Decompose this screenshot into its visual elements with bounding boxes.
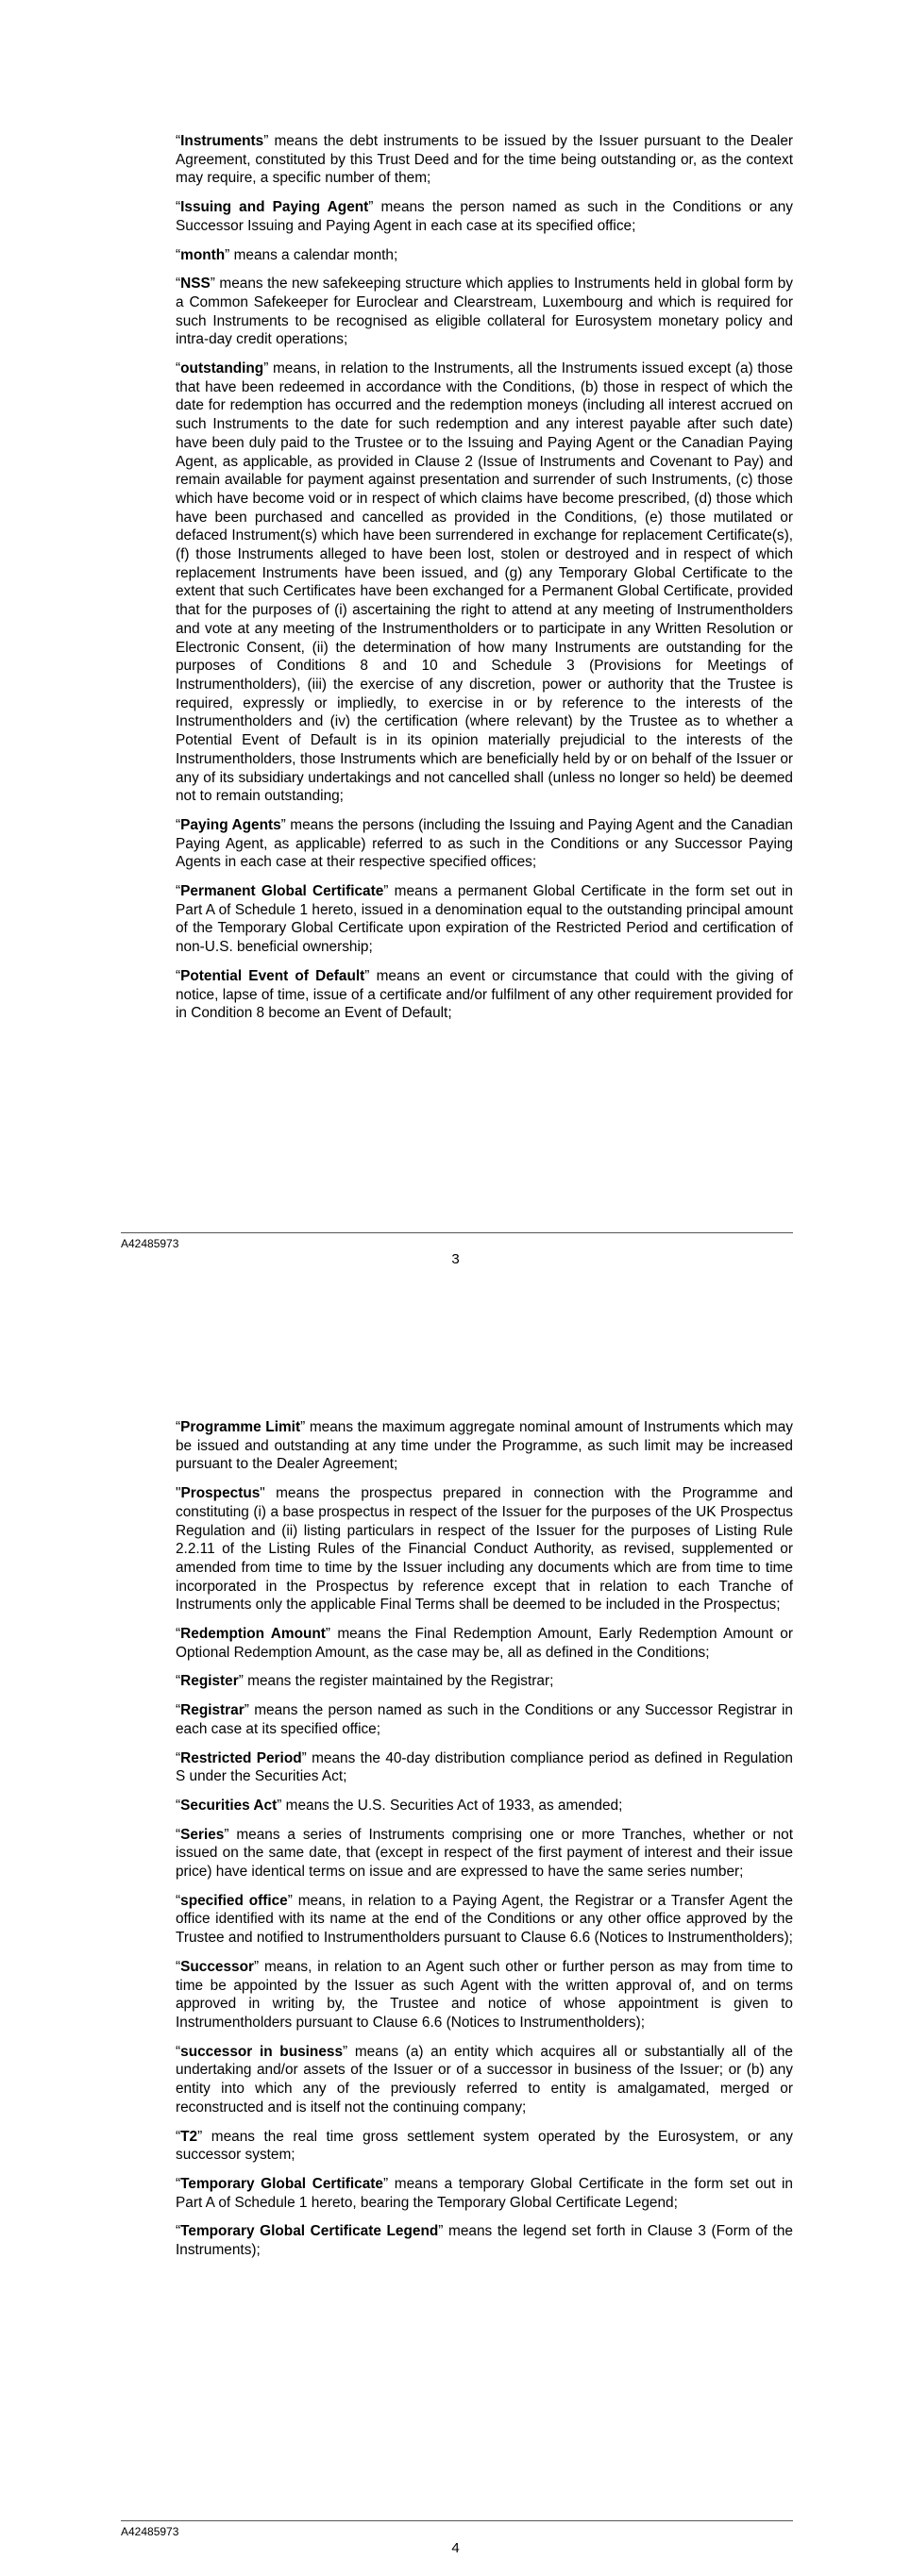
definition: “Registrar” means the person named as such in the Conditions or any Successor Registrar in each case at its specified office; xyxy=(176,1702,793,1737)
definition: “Redemption Amount” means the Final Redemption Amount, Early Redemption Amount or Optional Redemption Amount, as the case may be, all as defined in the Conditions; xyxy=(176,1626,793,1661)
definition: “Securities Act” means the U.S. Securities Act of 1933, as amended; xyxy=(176,1797,623,1814)
definition-text: means, in relation to an Agent such other or further person as may from time to time be appointed by the Issuer as such Agent with the written approval of, and on terms approved in writing by, the Trustee and notice of whose appointment is given to Instrumentholders pursuant to Clause 6.6 (Notices to Instrumentholders); xyxy=(176,1958,793,2031)
definition: “T2” means the real time gross settlement system operated by the Eurosystem, or any successor system; xyxy=(176,2128,793,2164)
definition: “Temporary Global Certificate” means a temporary Global Certificate in the form set out in Part A of Schedule 1 hereto, bearing the Temporary Global Certificate Legend; xyxy=(176,2175,793,2211)
defined-term: outstanding xyxy=(180,360,264,377)
defined-term: Restricted Period xyxy=(180,1749,302,1766)
definition-text: means the legend set forth in Clause 3 (Form of the Instruments); xyxy=(176,2223,793,2259)
definition: “Programme Limit” means the maximum aggregate nominal amount of Instruments which may be issued and outstanding at any time under the Programme, as such limit may be increased pursuant to the Dealer Agreement; xyxy=(176,1419,793,1473)
definition: “specified office” means, in relation to a Paying Agent, the Registrar or a Transfer Agent the office identified with its name at the end of the Conditions or any other office approved by the Trustee and notified to Instrumentholders pursuant to Clause 6.6 (Notices to Instrumentholders); xyxy=(176,1892,793,1947)
page-number: 4 xyxy=(451,2540,460,2556)
definition: “outstanding” means, in relation to the Instruments, all the Instruments issued except (a) those that have been redeemed in accordance with the Conditions, (b) those in respect of which the date for redemption has occurred and the redemption moneys (including all interest accrued on such Instruments to the date for such redemption and any interest payable after such date) have been duly paid to the Trustee or to the Issuing and Paying Agent or the Canadian Paying Agent, as applicable, as provided in Clause 2 (Issue of Instruments and Covenant to Pay) and remain available for payment against presentation and surrender of such Instruments, (c) those which have become void or in respect of which claims have become prescribed, (d) those which have been purchased and cancelled as provided in the Conditions, (e) those mutilated or defaced Instrument(s) which have been surrendered in exchange for replacement Certificate(s), (f) those Instruments alleged to have been lost, stolen or destroyed and in respect of which replacement Instruments have been issued, and (g) any Temporary Global Certificate to the extent that such Certificates have been exchanged for a Permanent Global Certificate, provided that for the purposes of (i) ascertaining the right to attend at any meeting of Instrumentholders and vote at any meeting of the Instrumentholders or to participate in any Written Resolution or Electronic Consent, (ii) the determination of how many Instruments are outstanding for the purposes of Conditions 8 and 10 and Schedule 3 (Provisions for Meetings of Instrumentholders), (iii) the exercise of any discretion, power or authority that the Trustee is required, expressly or impliedly, to exercise in or by reference to the interests of the Instrumentholders and (iv) the certification (where relevant) by the Trustee as to whether a Potential Event of Default is in its opinion materially prejudicial to the interests of the Instrumentholders, those Instruments which are beneficially held by or on behalf of the Issuer or any of its subsidiary undertakings and not cancelled shall (unless no longer so held) be deemed not to remain outstanding; xyxy=(176,360,793,805)
defined-term: Register xyxy=(180,1673,239,1690)
definition: “Successor” means, in relation to an Agent such other or further person as may from time to time be appointed by the Issuer as such Agent with the written approval of, and on terms approved in writing by, the Trustee and notice of whose appointment is given to Instrumentholders pursuant to Clause 6.6 (Notices to Instrumentholders); xyxy=(176,1958,793,2031)
document-page-4 xyxy=(0,1288,911,2576)
definition: "Prospectus" means the prospectus prepared in connection with the Programme and constituting (i) a base prospectus in respect of the Issuer for the purposes of the UK Prospectus Regulation and (ii) listing particulars in respect of the Issuer for the purposes of Listing Rule 2.2.11 of the Listing Rules of the Financial Conduct Authority, as revised, supplemented or amended from time to time by the Issuer including any documents which are from time to time incorporated in the Prospectus by reference except that in relation to each Tranche of Instruments only the applicable Final Terms shall be deemed to be included in the Prospectus; xyxy=(176,1485,793,1614)
definition: “Restricted Period” means the 40-day distribution compliance period as defined in Regulation S under the Securities Act; xyxy=(176,1749,793,1785)
definition: “Register” means the register maintained by the Registrar; xyxy=(176,1673,554,1690)
definition-text: means the person named as such in the Conditions or any Successor Registrar in each case at its specified office; xyxy=(176,1702,793,1737)
defined-term: Paying Agents xyxy=(180,816,281,833)
definition-text: means, in relation to a Paying Agent, the Registrar or a Transfer Agent the office identified with its name at the end of the Conditions or any other office approved by the Trustee and notified to Instrumentholders pursuant to Clause 6.6 (Notices to Instrumentholders); xyxy=(176,1892,793,1947)
defined-term: Temporary Global Certificate Legend xyxy=(180,2223,439,2240)
definition: “Temporary Global Certificate Legend” means the legend set forth in Clause 3 (Form of the Instruments); xyxy=(176,2223,793,2259)
definition-text: means the U.S. Securities Act of 1933, as amended; xyxy=(281,1797,623,1814)
definition: “successor in business” means (a) an entity which acquires all or substantially all of the undertaking and/or assets of the Issuer or of a successor in business of the Issuer; or (b) any entity into which any of the previously referred to entity is amalgamated, merged or reconstructed and is itself not the continuing company; xyxy=(176,2043,793,2116)
defined-term: T2 xyxy=(180,2128,198,2145)
definition: “Series” means a series of Instruments comprising one or more Tranches, whether or not issued on the same date, that (except in respect of the first payment of interest and their issue price) have identical terms on issue and are expressed to have the same series number; xyxy=(176,1826,793,1881)
definition: “month” means a calendar month; xyxy=(176,246,398,263)
defined-term: Programme Limit xyxy=(180,1419,301,1435)
defined-term: Redemption Amount xyxy=(180,1626,326,1643)
footer-divider xyxy=(121,2520,793,2521)
definition-text: means the new safekeeping structure which applies to Instruments held in global form by a Common Safekeeper for Euroclear and Clearstream, Luxembourg and which is required for such Instruments to be recognised as eligible collateral for Eurosystem monetary policy and intra-day credit operations; xyxy=(176,276,793,348)
defined-term: Prospectus xyxy=(180,1485,261,1502)
definition-text: means a series of Instruments comprising one or more Tranches, whether or not issued on the same date, that (except in respect of the first payment of interest and their issue price) have identical terms on issue and are expressed to have the same series number; xyxy=(176,1826,793,1881)
defined-term: specified office xyxy=(180,1892,288,1909)
definition-text: means the Final Redemption Amount, Early Redemption Amount or Optional Redemption Amount, as the case may be, all as defined in the Conditions; xyxy=(176,1626,793,1661)
definition-text: means a temporary Global Certificate in the form set out in Part A of Schedule 1 hereto, bearing the Temporary Global Certificate Legend; xyxy=(176,2175,793,2211)
definitions-list xyxy=(176,1418,793,2270)
defined-term: Series xyxy=(180,1826,225,1843)
definition-text: means the register maintained by the Registrar; xyxy=(243,1673,554,1690)
definition-text: means an event or circumstance that could with the giving of notice, lapse of time, issue of a certificate and/or fulfilment of any other requirement provided for in Condition 8 become an Event of Default; xyxy=(176,967,794,1022)
definition: “Instruments” means the debt instruments to be issued by the Issuer pursuant to the Dealer Agreement, constituted by this Trust Deed and for the time being outstanding or, as the context may require, a specific number of them; xyxy=(176,133,793,187)
definition-text: means the maximum aggregate nominal amount of Instruments which may be issued and outstanding at any time under the Programme, as such limit may be increased pursuant to the Dealer Agreement; xyxy=(176,1419,793,1473)
document-reference: A42485973 xyxy=(121,2525,179,2538)
defined-term: Successor xyxy=(180,1958,254,1975)
definitions-list xyxy=(176,132,793,1033)
defined-term: Permanent Global Certificate xyxy=(180,883,384,900)
defined-term: month xyxy=(180,246,226,263)
footer-divider xyxy=(121,1232,793,1233)
definition-text: means the 40-day distribution compliance period as defined in Regulation S under the Securities Act; xyxy=(176,1749,793,1785)
defined-term: NSS xyxy=(180,276,211,293)
defined-term: Securities Act xyxy=(180,1797,278,1814)
definition-text: means, in relation to the Instruments, all the Instruments issued except (a) those that have been redeemed in accordance with the Conditions, (b) those in respect of which the date for redemption has occurred and the redemption moneys (including all interest accrued on such Instruments to the date for such redemption and any interest payable after such date) have been duly paid to the Trustee or to the Issuing and Paying Agent or the Canadian Paying Agent, as applicable, as provided in Clause 2 (Issue of Instruments and Covenant to Pay) and remain available for payment against presentation and surrender of such Instruments, (c) those which have become void or in respect of which claims have become prescribed, (d) those which have been purchased and cancelled as provided in the Conditions, (e) those mutilated or defaced Instrument(s) which have been surrendered in exchange for replacement Certificate(s), (f) those Instruments alleged to have been lost, stolen or destroyed and in respect of which replacement Instruments have been issued, and (g) any Temporary Global Certificate to the extent that such Certificates have been exchanged for a Permanent Global Certificate, provided that for the purposes of (i) ascertaining the right to attend at any meeting of Instrumentholders and vote at any meeting of the Instrumentholders or to participate in any Written Resolution or Electronic Consent, (ii) the determination of how many Instruments are outstanding for the purposes of Conditions 8 and 10 and Schedule 3 (Provisions for Meetings of Instrumentholders), (iii) the exercise of any discretion, power or authority that the Trustee is required, expressly or impliedly, to exercise in or by reference to the interests of the Instrumentholders and (iv) the certification (where relevant) by the Trustee as to whether a Potential Event of Default is in its opinion materially prejudicial to the interests of the Instrumentholders, those Instruments which are beneficially held by or on behalf of the Issuer or any of its subsidiary undertakings and not cancelled shall (unless no longer so held) be deemed not to remain outstanding; xyxy=(176,360,793,805)
definition: “Issuing and Paying Agent” means the person named as such in the Conditions or any Successor Issuing and Paying Agent in each case at its specified office; xyxy=(176,199,793,234)
page-number: 3 xyxy=(451,1251,460,1267)
definition: “Permanent Global Certificate” means a permanent Global Certificate in the form set out in Part A of Schedule 1 hereto, issued in a denomination equal to the outstanding principal amount of the Temporary Global Certificate upon expiration of the Restricted Period and certification of non-U.S. beneficial ownership; xyxy=(176,883,793,956)
definition-text: means the persons (including the Issuing and Paying Agent and the Canadian Paying Agent, as applicable) referred to as such in the Conditions or any Successor Paying Agents in each case at their respective specified offices; xyxy=(176,816,793,871)
defined-term: Instruments xyxy=(180,133,264,149)
definition-text: means the person named as such in the Conditions or any Successor Issuing and Paying Agent in each case at its specified office; xyxy=(176,199,793,234)
defined-term: Registrar xyxy=(180,1702,245,1719)
defined-term: successor in business xyxy=(180,2043,344,2060)
definition-text: means a calendar month; xyxy=(229,246,398,263)
defined-term: Issuing and Paying Agent xyxy=(180,199,369,216)
definition: “NSS” means the new safekeeping structure which applies to Instruments held in global form by a Common Safekeeper for Euroclear and Clearstream, Luxembourg and which is required for such Instruments to be recognised as eligible collateral for Eurosystem monetary policy and intra-day credit operations; xyxy=(176,276,793,348)
definition-text: means the prospectus prepared in connection with the Programme and constituting (i) a base prospectus in respect of the Issuer for the purposes of the UK Prospectus Regulation and (ii) listing particulars in respect of the Issuer for the purposes of Listing Rule 2.2.11 of the Listing Rules of the Financial Conduct Authority, as revised, supplemented or amended from time to time by the Issuer including any documents which are from time to time incorporated in the Prospectus by reference except that in relation to each Tranche of Instruments only the applicable Final Terms shall be deemed to be included in the Prospectus; xyxy=(176,1485,793,1614)
definition: “Potential Event of Default” means an event or circumstance that could with the giving of notice, lapse of time, issue of a certificate and/or fulfilment of any other requirement provided for in Condition 8 become an Event of Default; xyxy=(176,967,794,1022)
definition-text: means (a) an entity which acquires all or substantially all of the undertaking and/or assets of the Issuer or of a successor in business of the Issuer; or (b) any entity into which any of the previously referred to entity is amalgamated, merged or reconstructed and is itself not the continuing company; xyxy=(176,2043,793,2116)
definition-text: means the real time gross settlement system operated by the Eurosystem, or any successor system; xyxy=(176,2128,793,2164)
defined-term: Potential Event of Default xyxy=(180,967,365,984)
definition-text: means the debt instruments to be issued by the Issuer pursuant to the Dealer Agreement, constituted by this Trust Deed and for the time being outstanding or, as the context may require, a specific number of them; xyxy=(176,133,793,187)
defined-term: Temporary Global Certificate xyxy=(180,2175,383,2192)
definition-text: means a permanent Global Certificate in the form set out in Part A of Schedule 1 hereto, issued in a denomination equal to the outstanding principal amount of the Temporary Global Certificate upon expiration of the Restricted Period and certification of non-U.S. beneficial ownership; xyxy=(176,883,793,956)
definition: “Paying Agents” means the persons (including the Issuing and Paying Agent and the Canadian Paying Agent, as applicable) referred to as such in the Conditions or any Successor Paying Agents in each case at their respective specified offices; xyxy=(176,816,793,871)
document-reference: A42485973 xyxy=(121,1237,179,1250)
